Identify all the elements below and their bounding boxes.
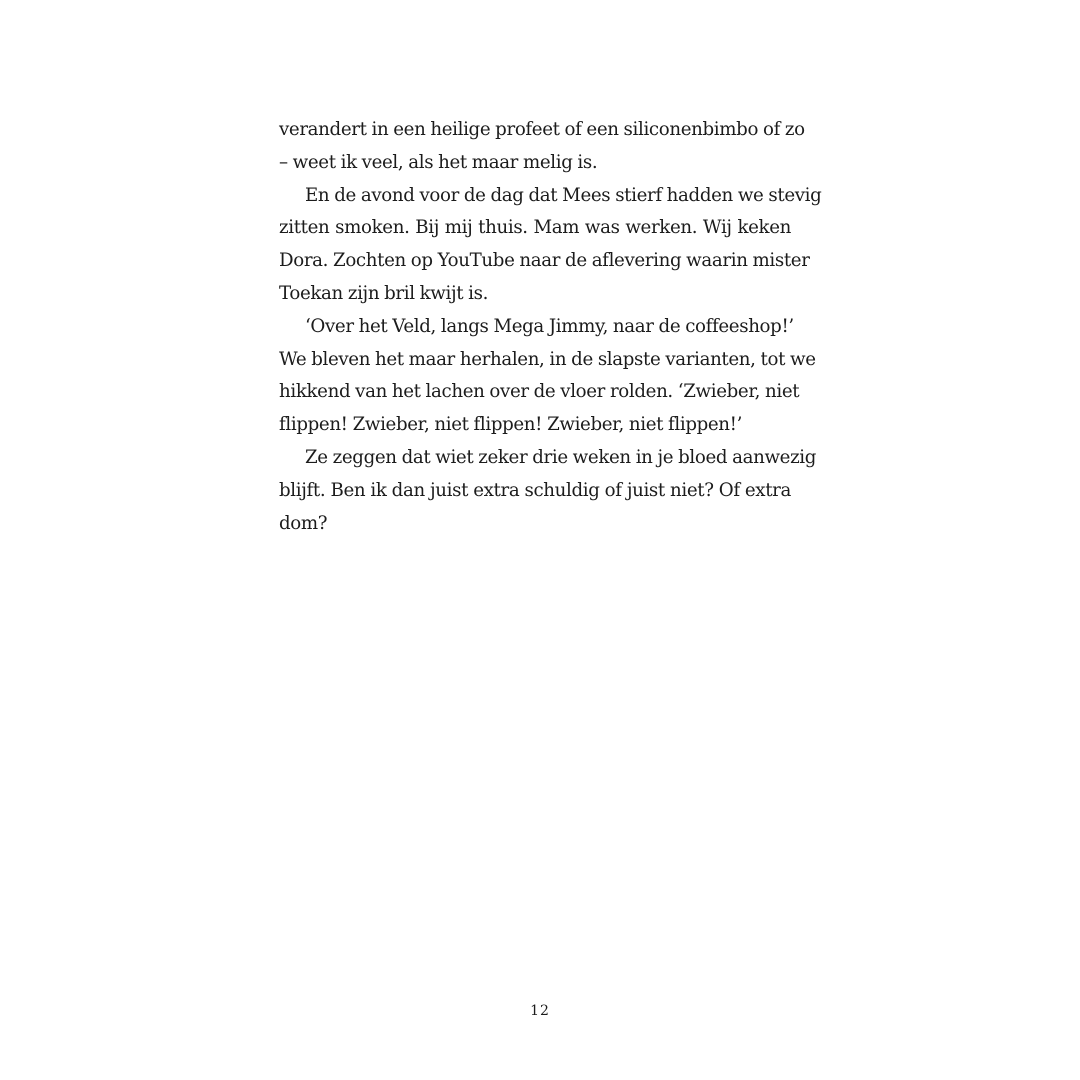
paragraph-start-line: En de avond voor de dag dat Mees stierf hadden we stevig (305, 184, 822, 206)
text-line: We bleven het maar herhalen, in de slapste varianten, tot we (279, 348, 816, 370)
text-line: dom? (279, 512, 328, 534)
text-line: blijft. Ben ik dan juist extra schuldig of juist niet? Of extra (279, 479, 791, 501)
page-number: 12 (530, 1003, 550, 1019)
text-line: verandert in een heilige profeet of een siliconenbimbo of zo (279, 119, 805, 140)
text-line: Toekan zijn bril kwijt is. (279, 282, 489, 304)
text-line: flippen! Zwieber, niet flippen! Zwieber, niet flippen!’ (279, 414, 743, 436)
body-text (279, 114, 822, 540)
text-line: hikkend van het lachen over de vloer rolden. ‘Zwieber, niet (279, 381, 800, 403)
text-line: zitten smoken. Bij mij thuis. Mam was werken. Wij keken (279, 217, 791, 239)
text-line: Dora. Zochten op YouTube naar de aflevering waarin mister (279, 250, 810, 272)
text-line: – weet ik veel, als het maar melig is. (279, 151, 598, 173)
paragraph-start-line: ‘Over het Veld, langs Mega Jimmy, naar de coffeeshop!’ (305, 315, 794, 337)
paragraph-start-line: Ze zeggen dat wiet zeker drie weken in je bloed aanwezig (305, 446, 817, 468)
